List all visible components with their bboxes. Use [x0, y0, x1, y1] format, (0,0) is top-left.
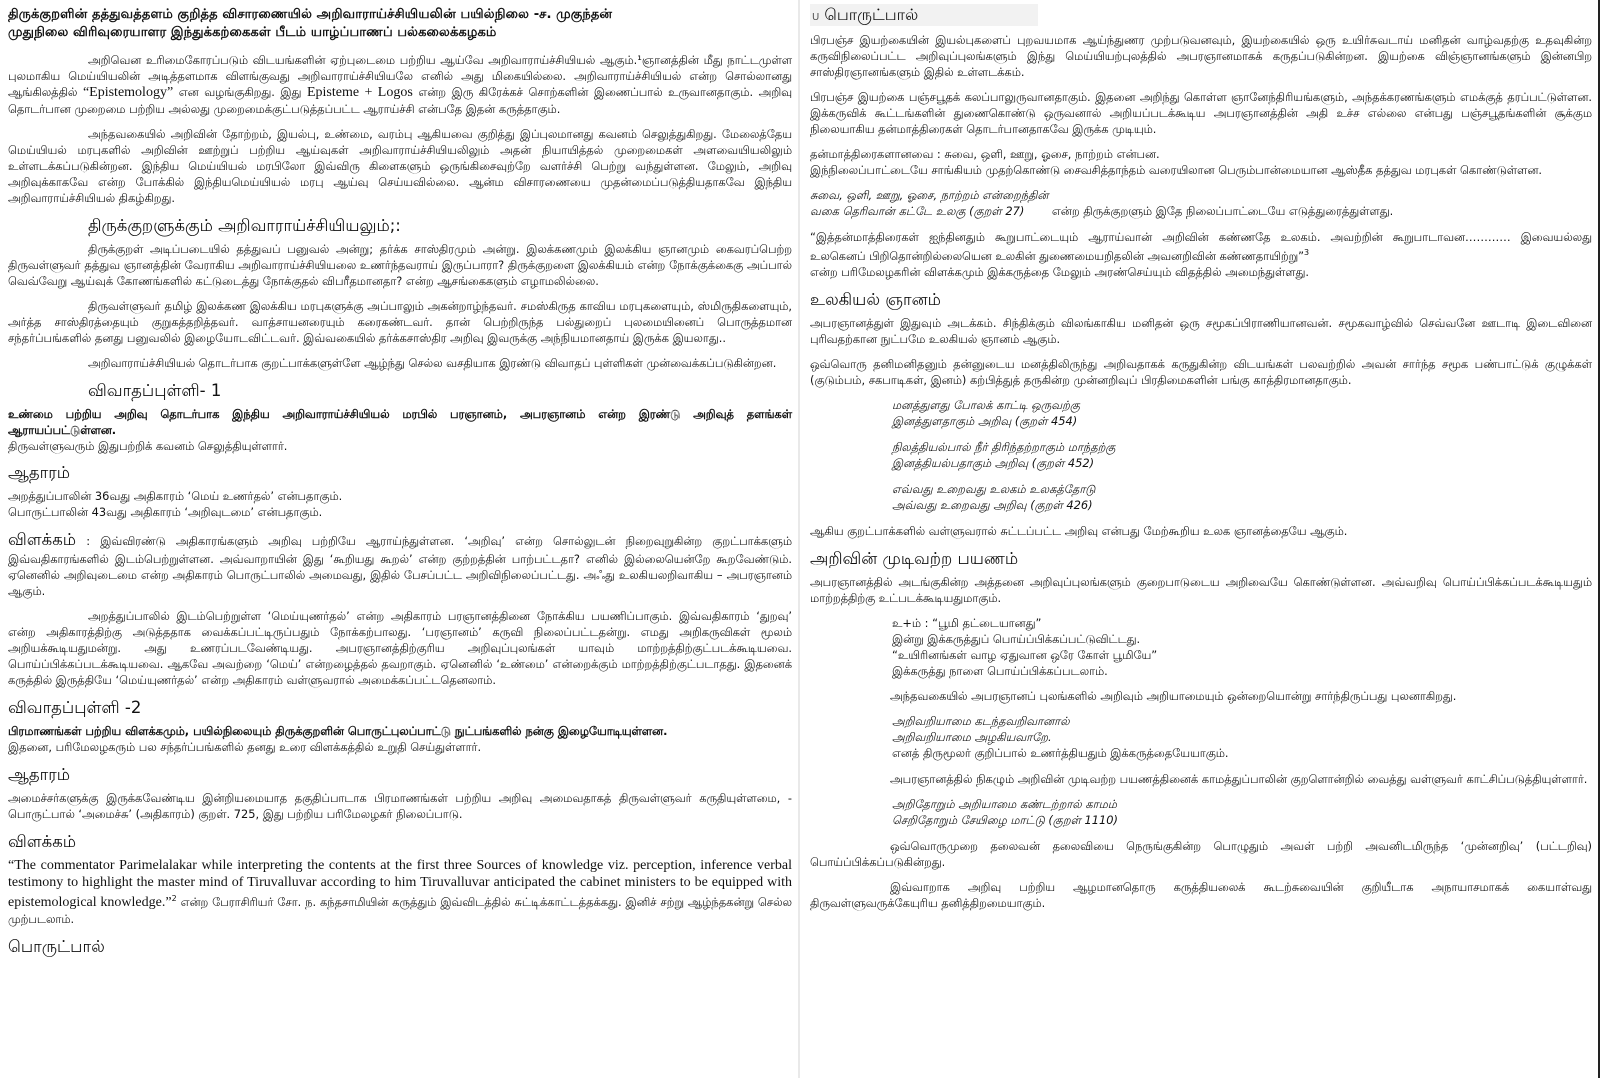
endless-journey-heading: அறிவின் முடிவற்ற பயணம்: [810, 548, 1019, 568]
right-page-header: [810, 4, 1592, 26]
example-line-4: இக்கருத்து நாளை பொய்ப்பிக்கப்படலாம்.: [892, 663, 1108, 678]
kural-27-line-2: வகை தெரிவான் கட்டே உலகு (குறள் 27): [810, 204, 1025, 218]
example-line-2: இன்று இக்கருத்துப் பொய்ப்பிக்கப்பட்டுவிட்டது.: [892, 631, 1141, 646]
kural-426-line-2: அவ்வது உறைவது அறிவு (குறள் 426): [892, 497, 1093, 512]
example-block: [810, 615, 1592, 679]
right-paragraph-11: ஒவ்வொருமுறை தலைவன் தலைவியை நெருங்குகின்ற பொழுதும் அவள் பற்றி அவனிடமிருந்த ‘முன்னறிவு’ (பட்டறிவு) பொய்ப்பிக்கப்படுகின்றது.: [810, 838, 1592, 869]
debate-point-2-note: இதனை, பரிமேலழகரும் பல சந்தர்ப்பங்களில் தனது உரை விளக்கத்தில் உறுதி செய்துள்ளார்.: [8, 740, 482, 754]
explanation-heading-1: விளக்கம்: [8, 530, 77, 549]
kural-426: [810, 481, 1592, 513]
debate-point-1-text: [8, 406, 792, 454]
thirumoolar-verse: [810, 713, 1592, 761]
thirumoolar-line-2: அறிவறியாமை அழகியவாறே.: [892, 729, 1052, 744]
debate-point-1-note: திருவள்ளுவரும் இதுபற்றிக் கவனம் செலுத்தியுள்ளார்.: [8, 439, 288, 453]
right-paragraph-9: அந்தவகையில் அபரஞானப் புலங்களில் அறிவும் அறியாமையும் ஒன்றையொன்று சார்ந்திருப்பது புலனாகிறது.: [890, 688, 1457, 703]
paragraph-4: திருவள்ளுவர் தமிழ் இலக்கண இலக்கிய மரபுகளுக்கு அப்பாலும் அகன்றாழ்ந்தவர். சமஸ்கிருத காவிய மரபுகளையும், ஸ்மிருதிகளையும், அர்த்த சாஸ்திரத்தையும் குறுகத்தறித்தவர். வாத்சாயனரையும் கரைகண்டவர். தான் பெற்றிருந்த பல்துறைப் புலமையினைப் பொருத்தமான சந்தர்ப்பங்களில் தனது பனுவலில் இழையோடவிட்டவர். இவ்வகையில் தர்க்கசாஸ்திர அறிவு இவருக்கு அந்நியமானதாய் இருக்க இயலாது..: [8, 299, 792, 345]
intro-text-c: என்ற இரு கிரேக்கச் சொற்களின் இணைப்பால் உருவானதாகும். அறிவு தொடர்பான முறைமை பற்றிய அல்லது முறைமைக்குட்படுத்தப்பட்ட ஆராய்ச்சி என்பதே இதன் கருத்தாகும்.: [8, 85, 793, 116]
tanmatras-note: இந்நிலைப்பாட்டையே சாங்கியம் முதற்கொண்டு சைவசித்தாந்தம் வரையிலான பெரும்பான்மையான ஆஸ்தீக தத்துவ மரபுகள் கொண்டுள்ளன.: [810, 163, 1542, 177]
kural-426-line-1: எவ்வது உறைவது உலகம் உலகத்தோடு: [892, 481, 1096, 496]
right-paragraph-7: ஆகிய குறட்பாக்களில் வள்ளுவரால் சுட்டப்பட்ட அறிவு என்பது மேற்கூறிய உலக ஞானத்தையே ஆகும்.: [810, 523, 1348, 538]
evidence-1-line-b: பொருட்பாலின் 43வது அதிகாரம் ‘அறிவுடமை’ என்பதாகும்.: [8, 505, 323, 519]
parimelalakar-quote-text: “இத்தன்மாத்திரைகள் ஐந்தினதும் கூறுபாட்டையும் ஆராய்வான் அறிவின் கண்ணதே உலகம். அவற்றின் கூறுபாடாவன………… இவையல்லது உலகெனப் பிறிதொன்றில்லையென உலகின் துணைமையறிதலின் அவனறிவின் கண்ணதாயிற்று”: [810, 230, 1592, 263]
right-page-header-box: [810, 4, 1038, 26]
footnote-ref-2: 2: [171, 894, 177, 903]
intro-english-term: “Epistemology”: [82, 85, 174, 100]
debate-point-2-text: [8, 723, 792, 755]
worldly-knowledge-heading: உலகியல் ஞானம்: [810, 289, 941, 309]
example-line-1: உ+ம் : “பூமி தட்டையானது”: [892, 615, 1042, 630]
english-quote: “The commentator Parimelalakar while interpreting the contents at the first three Sources of knowledge viz. perception, inference verbal testimony to highlight the master mind of Tiruvalluvar according to him Tiruvalluvar anticipated the cabinet ministers to be equipped with epistemological knowledge.”: [8, 858, 792, 910]
evidence-2: அமைச்சர்களுக்கு இருக்கவேண்டிய இன்றியமையாத தகுதிப்பாடாக பிரமாணங்கள் பற்றிய அறிவு அமைவதாகத் திருவள்ளுவர் கருதியுள்ளமை, - பொருட்பால் ‘அமைச்சு’ (அதிகாரம்) குறள். 725, இது பற்றிய பரிமேலழகர் நிலைப்பாடு.: [8, 791, 792, 821]
kural-452-line-2: இனத்தியல்பதாகும் அறிவு (குறள் 452): [892, 455, 1095, 470]
parimelalakar-quote-note: என்ற பரிமேலழகரின் விளக்கமும் இக்கருத்தை மேலும் அரண்செய்யும் விதத்தில் அமைந்துள்ளது.: [810, 264, 1310, 279]
intro-paragraph: [8, 52, 792, 117]
debate-point-2-thesis: பிரமாணங்கள் பற்றிய விளக்கமும், பயில்நிலையும் திருக்குறளின் பொருட்புலப்பாட்டு நுட்பங்களில் நன்கு இழையோடியுள்ளன.: [8, 724, 668, 738]
kural-454-line-1: மனத்துளது போலக் காட்டி ஒருவற்கு: [892, 397, 1080, 412]
footnote-ref-3: 3: [1304, 248, 1310, 257]
kural-452: [810, 439, 1592, 471]
article-title: திருக்குறளின் தத்துவத்தளம் குறித்த விசாரணையில் அறிவாராய்ச்சியியலின் பயில்நிலை -ச. முகுந்தன்: [8, 7, 613, 22]
right-paragraph-6: ஒவ்வொரு தனிமனிதனும் தன்னுடைய மனத்திலிருந்து அறிவதாகக் கருதுகின்ற விடயங்கள் பலவற்றில் அவன் சார்ந்த சமூக பண்பாட்டுக் குழுக்கள் (குடும்பம், சகபாடிகள், இனம்) கற்பித்துத் தருகின்ற முன்னறிவுப் பிரதிமைகளின் பங்கு காத்திரமானதாகும்.: [810, 356, 1592, 387]
debate-point-1-thesis: உண்மை பற்றிய அறிவு தொடர்பாக இந்திய அறிவாராய்ச்சியியல் மரபில் பரஞானம், அபரஞானம் என்ற இரண்டு அறிவுத் தளங்கள் ஆராயப்பட்டுள்ளன.: [8, 407, 792, 437]
author-affiliation: முதுநிலை விரிவுரையாளர இந்துக்கற்கைகள் பீடம் யாழ்ப்பாணப் பல்கலைக்கழகம்: [8, 25, 497, 40]
paragraph-3: திருக்குறள் அடிப்படையில் தத்துவப் பனுவல் அன்று; தர்க்க சாஸ்திரமும் அன்று. இலக்கணமும் இலக்கிய ஞானமும் கைவரப்பெற்ற திருவள்ளுவர் தத்துவ ஞானத்தின் வேராகிய அறிவாராய்ச்சியியலை உணர்ந்தவராய் இருப்பாரா? திருக்குறளை இலக்கியம் என்ற நோக்குக்கைகு அப்பால் வெவ்வேறு ஆய்வுக் கோணங்களில் கட்டுடைத்து நோக்குதல் விபரீதமானதா? என்ற ஆசங்கைகளும் எழாமலில்லை.: [8, 242, 792, 288]
kural-27: [810, 187, 1592, 219]
example-line-3: “உயிரினங்கள் வாழ ஏதுவான ஒரே கோள் பூமியே”: [892, 647, 1158, 662]
debate-point-1-heading: விவாதப்புள்ளி- 1: [88, 381, 222, 400]
intro-text-a: அறிவென உரிமைகோரப்படும் விடயங்களின் ஏற்புடைமை பற்றிய ஆய்வே அறிவாராய்ச்சியியல் ஆகும்.¹ஞானத்தின் மீது நாட்டமுள்ள புலமாகிய மெய்யியலின் அடித்தளமாக விளங்குவது அறிவாராய்ச்சியியலே எனில் அது மிகையில்லை. அறிவாராய்ச்சியியல் என்ற சொல்லானது ஆங்கிலத்தில்: [8, 53, 792, 99]
right-paragraph-8: அபரஞானத்தில் அடங்குகின்ற அத்தனை அறிவுப்புலங்களும் குறைபாடுடைய அறிவையே கொண்டுள்ளன. அவ்வறிவு பொய்ப்பிக்கப்படக்கூடியதும் மாற்றத்திற்கு உட்படக்கூடியதுமாகும்.: [810, 574, 1592, 605]
intro-greek-terms: Episteme + Logos: [306, 85, 413, 100]
header-mark: U: [812, 12, 820, 23]
kural-1110-line-1: அறிதோறும் அறியாமை கண்டற்றால் காமம்: [892, 796, 1117, 811]
evidence-heading-1: ஆதாரம்: [8, 463, 71, 482]
thirumoolar-note: எனத் திருமூலர் குறிப்பால் உணர்த்தியதும் இக்கருத்தையேயாகும்.: [892, 745, 1229, 760]
context-paragraph: அந்தவகையில் அறிவின் தோற்றம், இயல்பு, உண்மை, வரம்பு ஆகியவை குறித்து இப்புலமானது கவனம் செலுத்துகிறது. மேலைத்தேய மெய்யியல் மரபுகளில் அறிவின் ஊற்றுப் பற்றிய ஆய்வுகள் அறிவாராய்ச்சியியலிலும் அதன் நியாயித்தல் முறைமைகள் அளவையியலிலும் உள்ளடக்கப்படுகின்றன. இந்திய மெய்யியல் மரபிலோ இவ்விரு கிளைகளும் ஒருங்கிசைவுற்றே வளர்ச்சி பெற்று வந்துள்ளன. மேலும், அறிவு அறிவுக்காகவே என்ற போக்கில் இந்தியமெய்யியல் மரபு ஆய்வு செய்யவில்லை. ஆன்ம விசாரணையை முதன்மைப்படுத்தியதாகவே இந்திய அறிவாராய்ச்சியியல் திகழ்கிறது.: [8, 127, 792, 205]
evidence-1-line-a: அறத்துப்பாலின் 36வது அதிகாரம் ‘மெய் உணர்தல்’ என்பதாகும்.: [8, 489, 343, 503]
paragraph-9: அறத்துப்பாலில் இடம்பெற்றுள்ள ‘மெய்யுணர்தல்’ என்ற அதிகாரம் பரஞானத்தினை நோக்கிய பயணிப்பாகும். இவ்வதிகாரம் ‘துறவு’ என்ற அதிகாரத்திற்கு அடுத்ததாக வைக்கப்பட்டிருப்பதும் நோக்கற்பாலது. ‘பரஞானம்’ கருவி நிலைப்பட்டதன்று. எமது அறிகருவிகள் மூலம் அறியக்கூடியதுமன்று. அது உணரப்படவேண்டியது. அபரஞானத்திற்குரிய அறிவுப்புலங்கள் யாவும் மாற்றத்திற்குட்படக்கூடியவை. பொய்ப்பிக்கப்படக்கூடியவை. ஆகவே அவற்றை ‘மெய்’ என்றழைத்தல் தவறாகும். ஏனெனில் ‘உண்மை’ என்றைக்கும் மாற்றத்திற்குட்படாதது. இதனைக் கருத்தில் இருத்தியே ‘மெய்யுணர்தல்’ என்ற அதிகாரம் வள்ளுவரால் அமைக்கப்பட்டதெனலாம்.: [8, 609, 792, 687]
right-paragraph-5: அபரஞானத்துள் இதுவும் அடக்கம். சிந்திக்கும் விலங்காகிய மனிதன் ஒரு சமூகப்பிராணியானவன். சமூகவாழ்வில் செவ்வனே ஊடாடி இடைவினை புரிவதற்கான நுட்பமே உலகியல் ஞானம் ஆகும்.: [810, 315, 1592, 346]
kural-452-line-1: நிலத்தியல்பால் நீர் திரிந்தற்றாகும் மாந்தற்கு: [892, 439, 1116, 454]
right-paragraph-1: பிரபஞ்ச இயற்கையின் இயல்புகளைப் புறவயமாக ஆய்ந்துணர முற்படுவனவும், இயற்கையில் ஒரு உயிர்சுவடாய் மனிதன் வாழ்வதற்கு உதவுகின்ற கருவிநிலைப்பட்ட அறிவுப்புலங்களும் இந்து மெய்யியற்புலத்தில் அபரஞானமாகக் கருதப்படுகின்றன. இயற்கை விஞ்ஞானங்களும் இன்னபிற சாஸ்திரஞானங்களும் இதில் உள்ளடக்கம்.: [810, 33, 1592, 79]
right-page: [800, 0, 1600, 1078]
explanation-heading-2: விளக்கம்: [8, 832, 77, 851]
section-heading-thirukkural-epistemology: திருக்குறளுக்கும் அறிவாராய்ச்சியியலும்;:: [88, 216, 401, 235]
explanation-1: [8, 529, 792, 599]
parimelalakar-quote: [810, 229, 1592, 280]
kural-454: [810, 397, 1592, 429]
evidence-heading-2: ஆதாரம்: [8, 765, 71, 784]
kural-27-line-1: சுவை, ஒளி, ஊறு, ஓசை, நாற்றம் என்றைந்தின்: [810, 188, 1049, 202]
paragraph-5: அறிவாராய்ச்சியியல் தொடர்பாக குறட்பாக்களுள்ளே ஆழ்ந்து செல்ல வசதியாக இரண்டு விவாதப் புள்ளிகள் முன்வைக்கப்படுகின்றன.: [88, 356, 777, 370]
tanmatras-list: தன்மாத்திரைகளானவை : சுவை, ஒளி, ஊறு, ஓசை, நாற்றம் என்பன.: [810, 147, 1160, 161]
intro-text-b: என வழங்குகிறது. இது: [178, 85, 302, 99]
evidence-1: [8, 488, 792, 520]
thirumoolar-line-1: அறிவறியாமை கடந்தவறிவானால்: [892, 713, 1070, 728]
explanation-2: [8, 857, 792, 927]
porutpal-heading-left: பொருட்பால்: [8, 936, 105, 956]
right-paragraph-3: [810, 146, 1592, 178]
explanation-2-text: என்ற பேராசிரியர் சோ. ந. கந்தசாமியின் கருத்தும் இவ்விடத்தில் சுட்டிக்காட்டத்தக்கது. இனிச் சற்று ஆழ்ந்தகன்று செல்ல முற்படலாம்.: [8, 894, 793, 926]
explanation-1-text: : இவ்விரண்டு அதிகாரங்களும் அறிவு பற்றியே ஆராய்ந்துள்ளன. ‘அறிவு’ என்ற சொல்லுடன் நிறைவுறுகின்ற குறட்பாக்களும் இவ்வதிகாரங்களில் இடம்பெற்றுள்ளன. அவ்வாறாயின் இது ‘கூறியது கூறல்’ என்ற குற்றத்தின் பாற்பட்டதா? எனில் இல்லையென்றே கூறவேண்டும். ஏனெனில் அறிவுடைமை என்ற அதிகாரம் பொருட்பாலில் அமைவது, இதில் பேசப்பட்ட அறிவிநிலைப்பட்டது. அஃது உலகியலறிவாகிய – அபரஞானம் ஆகும்.: [8, 534, 792, 598]
porutpal-heading-right: பொருட்பால்: [824, 5, 919, 24]
debate-point-2-heading: விவாதப்புள்ளி -2: [8, 698, 142, 717]
right-paragraph-12: இவ்வாறாக அறிவு பற்றிய ஆழமானதொரு கருத்தியலைக் கூடற்சுவையின் குறியீடாக அநாயாசமாகக் கையாள்வது திருவள்ளுவருக்கேயுரிய தனித்திறமையாகும்.: [810, 879, 1592, 910]
right-paragraph-10: அபரஞானத்தில் நிகழும் அறிவின் முடிவற்ற பயணத்தினைக் காமத்துப்பாலின் குறளொன்றில் வைத்து வள்ளுவர் காட்சிப்படுத்தியுள்ளார்.: [890, 771, 1588, 786]
kural-1110: [810, 796, 1592, 828]
kural-27-comment: என்ற திருக்குறளும் இதே நிலைப்பாட்டையே எடுத்துரைத்துள்ளது.: [1051, 204, 1394, 218]
kural-454-line-2: இனத்துளதாகும் அறிவு (குறள் 454): [892, 413, 1078, 428]
right-paragraph-2: பிரபஞ்ச இயற்கை பஞ்சபூதக் கலப்பாலுருவானதாகும். இதனை அறிந்து கொள்ள ஞானேந்திரியங்களும், அந்தக்கரணங்களும் எமக்குத் தரப்பட்டுள்ளன. இக்கருவிக் கூட்டங்களின் துணைகொண்டு ஒருவனால் அறியப்படக்கூடிய அபரஞானத்தின் அதி உச்ச எல்லை என்பது பஞ்சபூதங்களின் சூக்கும நிலையாகிய தன்மாத்திரைகள் தொடர்பானதாகவே இருக்க முடியும்.: [810, 90, 1592, 136]
kural-1110-line-2: செறிதோறும் சேயிழை மாட்டு (குறள் 1110): [892, 812, 1118, 827]
